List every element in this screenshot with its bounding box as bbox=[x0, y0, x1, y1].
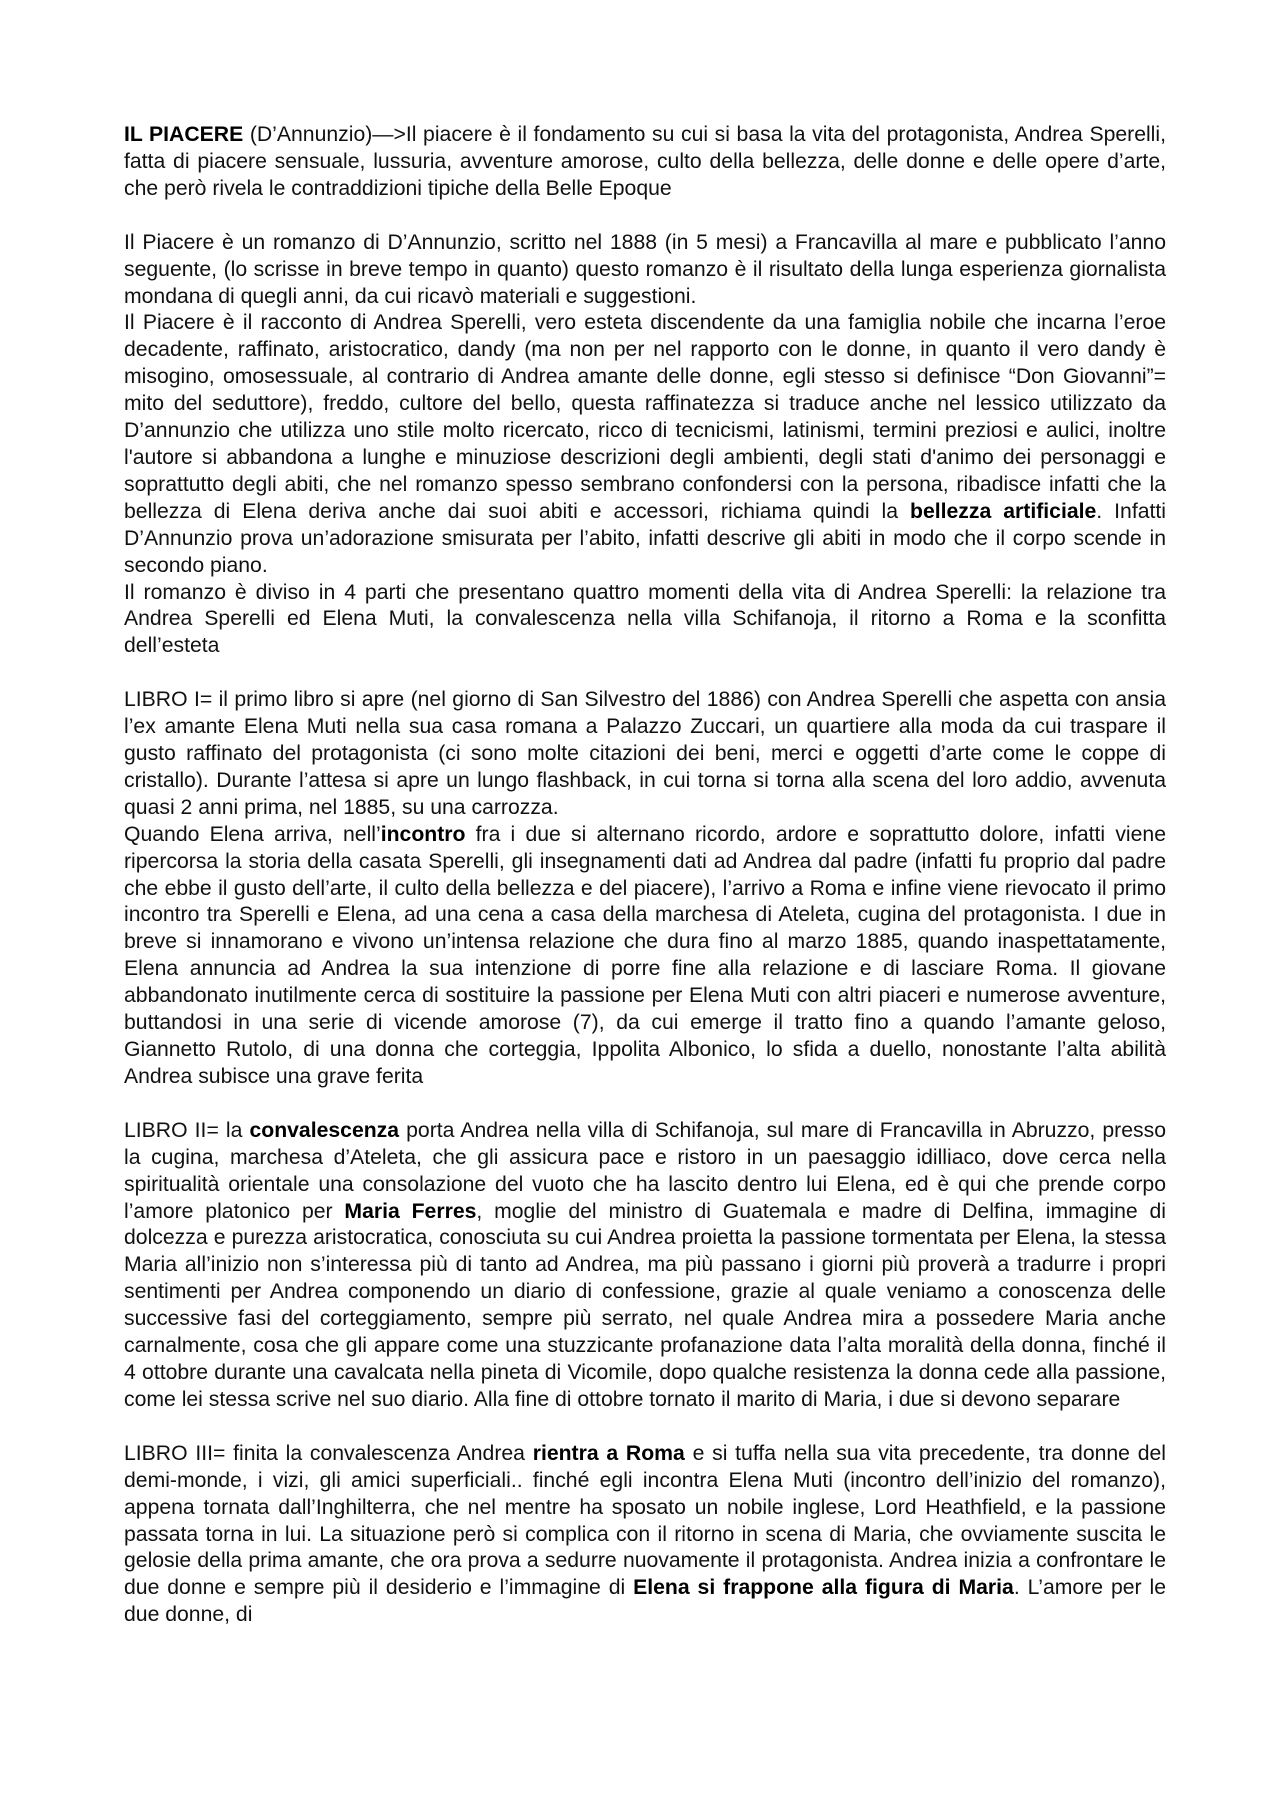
paragraph-book-three-text: LIBRO III= finita la convalescenza Andrea bbox=[124, 1441, 533, 1465]
paragraph-book-two bbox=[124, 1118, 1166, 1414]
paragraph-novel-origin: Il Piacere è un romanzo di D’Annunzio, scritto nel 1888 (in 5 mesi) a Francavilla al mare e pubblicato l’anno seguente, (lo scrisse in breve tempo in quanto) questo romanzo è il risultato della lunga esperienza giornalista mondana di quegli anni, da cui ricavò materiali e suggestioni. bbox=[124, 230, 1166, 308]
paragraph-book-three-text-mid: e si tuffa nella sua vita precedente, tra donne del demi-monde, i vizi, gli amici superficiali.. finché egli incontra Elena Muti (incontro dell’inizio del romanzo), appena tornata dall’Inghilterra, che nel mentre ha sposato un nobile inglese, Lord Heathfield, e la passione passata torna in lui. La situazione però si complica con il ritorno in scena di Maria, che ovviamente suscita le gelosie della prima amante, che ora prova a sedurre nuovamente il protagonista. Andrea inizia a confrontare le due donne e sempre più il desiderio e l’immagine di bbox=[124, 1441, 1166, 1600]
bold-term-artificial-beauty: bellezza artificiale bbox=[910, 499, 1097, 523]
bold-term-return-rome: rientra a Roma bbox=[532, 1441, 685, 1465]
intro-paragraph bbox=[124, 122, 1166, 203]
paragraph-book-three bbox=[124, 1441, 1166, 1629]
paragraph-meeting-text: Quando Elena arriva, nell’ bbox=[124, 822, 381, 846]
paragraph-structure: Il romanzo è diviso in 4 parti che presentano quattro momenti della vita di Andrea Sperelli: la relazione tra Andrea Sperelli ed Elena Muti, la convalescenza nella villa Schifanoja, il ritorno a Roma e la sconfitta dell’esteta bbox=[124, 580, 1166, 658]
bold-term-convalescence: convalescenza bbox=[249, 1118, 400, 1142]
paragraph-meeting-text-end: fra i due si alternano ricordo, ardore e soprattutto dolore, infatti viene ripercorsa la storia della casata Sperelli, gli insegnamenti dati ad Andrea dal padre (infatti fu proprio dal padre che ebbe il gusto dell’arte, il culto della bellezza e del piacere), l’arrivo a Roma e infine viene rievocato il primo incontro tra Sperelli e Elena, ad una cena a casa della marchesa di Ateleta, cugina del protagonista. I due in breve si innamorano e vivono un’intensa relazione che dura fino al marzo 1885, quando inaspettatamente, Elena annuncia ad Andrea la sua intenzione di porre fine alla relazione e di lasciare Roma. Il giovane abbandonato inutilmente cerca di sostituire la passione per Elena Muti con altri piaceri e numerose avventure, buttandosi in una serie di vicende amorose (7), da cui emerge il tratto fino a quando l’amante geloso, Giannetto Rutolo, di una donna che corteggia, Ippolita Albonico, lo sfida a duello, nonostante l’alta abilità Andrea subisce una grave ferita bbox=[124, 822, 1166, 1088]
paragraph-book-two-text-mid: porta Andrea nella villa di Schifanoja, sul mare di Francavilla in Abruzzo, presso la cugina, marchesa d’Ateleta, che gli assicura pace e ristoro in un paesaggio idilliaco, dove cerca nella spiritualità orientale una consolazione del vuoto che ha lascito dentro lui Elena, ed è qui che prende corpo l’amore platonico per bbox=[124, 1118, 1166, 1223]
paragraph-protagonist-text: Il Piacere è il racconto di Andrea Sperelli, vero esteta discendente da una famiglia nobile che incarna l’eroe decadente, raffinato, aristocratico, dandy (ma non per nel rapporto con le donne, in quanto il vero dandy è misogino, omosessuale, al contrario di Andrea amante delle donne, egli stesso si definisce “Don Giovanni”= mito del seduttore), freddo, cultore del bello, questa raffinatezza si traduce anche nel lessico utilizzato da D’annunzio che utilizza uno stile molto ricercato, ricco di tecnicismi, latinismi, termini preziosi e aulici, inoltre l'autore si abbandona a lunghe e minuziose descrizioni degli ambienti, degli stati d'animo dei personaggi e soprattutto degli abiti, che nel romanzo spesso sembrano confondersi con la persona, ribadisce infatti che la bellezza di Elena deriva anche dai suoi abiti e accessori, richiama quindi la bbox=[124, 311, 1166, 523]
document-title: IL PIACERE bbox=[124, 123, 244, 146]
bold-term-meeting: incontro bbox=[380, 822, 466, 846]
paragraph-protagonist-text-end: . Infatti D’Annunzio prova un’adorazione smisurata per l’abito, infatti descrive gli abiti in modo che il corpo scende in secondo piano. bbox=[124, 499, 1166, 577]
bold-term-maria-ferres: Maria Ferres bbox=[344, 1199, 477, 1223]
paragraph-meeting bbox=[124, 822, 1166, 1091]
document-body bbox=[124, 122, 1166, 1629]
bold-term-elena-maria: Elena si frappone alla figura di Maria bbox=[633, 1576, 1014, 1600]
paragraph-book-three-text-end: . L’amore per le due donne, di bbox=[124, 1576, 1166, 1627]
paragraph-book-one: LIBRO I= il primo libro si apre (nel giorno di San Silvestro del 1886) con Andrea Sperelli che aspetta con ansia l’ex amante Elena Muti nella sua casa romana a Palazzo Zuccari, un quartiere alla moda da cui traspare il gusto raffinato del protagonista (ci sono molte citazioni dei beni, merci e oggetti d’arte come le coppe di cristallo). Durante l’attesa si apre un lungo flashback, in cui torna si torna alla scena del loro addio, avvenuta quasi 2 anni prima, nel 1885, su una carrozza. bbox=[124, 688, 1166, 819]
paragraph-book-two-text-end: , moglie del ministro di Guatemala e madre di Delfina, immagine di dolcezza e purezza aristocratica, conosciuta su cui Andrea proietta la passione tormentata per Elena, la stessa Maria all’inizio non s’interessa più di tanto ad Andrea, ma più passano i giorni più proverà a tradurre i propri sentimenti per Andrea componendo un diario di confessione, grazie al quale veniamo a conoscenza delle successive fasi del corteggiamento, sempre più serrato, nel quale Andrea mira a possedere Maria anche carnalmente, cosa che gli appare come una stuzzicante profanazione data l’alta moralità della donna, finché il 4 ottobre durante una cavalcata nella pineta di Vicomile, dopo qualche resistenza la donna cede alla passione, come lei stessa scrive nel suo diario. Alla fine di ottobre tornato il marito di Maria, i due si devono separare bbox=[124, 1199, 1166, 1411]
paragraph-protagonist bbox=[124, 310, 1166, 579]
intro-text: (D’Annunzio)—>Il piacere è il fondamento su cui si basa la vita del protagonista, Andrea Sperelli, fatta di piacere sensuale, lussuria, avventure amorose, culto della bellezza, delle donne e delle opere d’arte, che però rivela le contraddizioni tipiche della Belle Epoque bbox=[124, 123, 1166, 200]
paragraph-book-two-text: LIBRO II= la bbox=[124, 1118, 250, 1142]
